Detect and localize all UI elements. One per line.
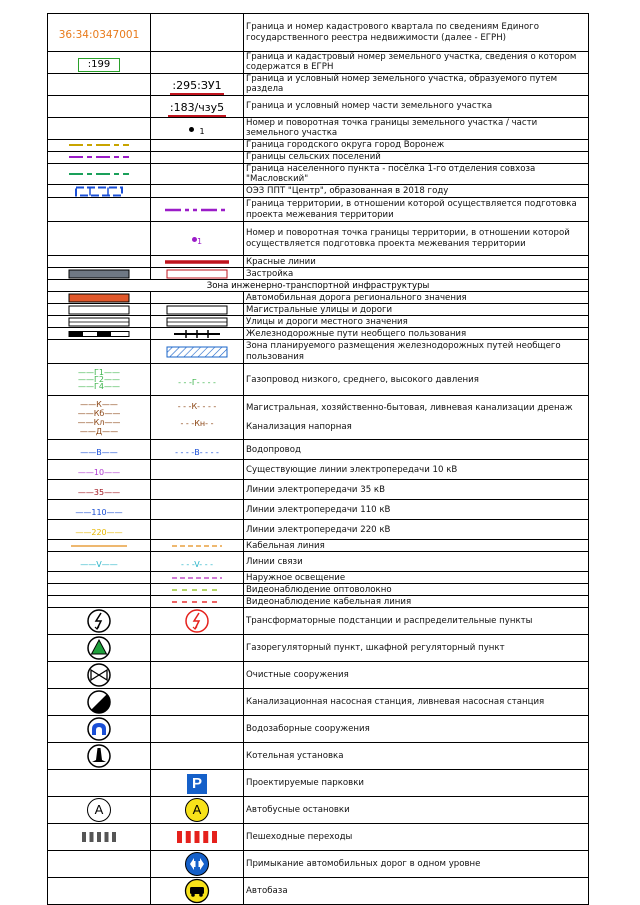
symbol-cell [48,635,151,662]
description: Автобусные остановки [244,797,589,824]
gas-regulator-icon [86,635,112,661]
legend-row [48,280,589,292]
legend-row [48,151,589,163]
legend-row [48,256,589,268]
sewer-pump-icon [86,689,112,715]
description: Автобаза [244,878,589,905]
symbol-cell [48,151,151,163]
symbol-cell [151,117,244,139]
legend-row [48,364,589,396]
symbol-cell [48,572,151,584]
point-number: 1 [196,237,203,247]
symbol-cell [48,540,151,552]
gas-pipe-medium-icon: ——Г2—— [78,375,120,385]
pipe-label: Г1 [94,368,104,378]
description: Водопровод [244,440,589,460]
symbol-cell [48,396,151,440]
description: Линии электропередачи 110 кВ [244,500,589,520]
symbol-cell [48,268,151,280]
symbol-cell [151,14,244,52]
legend-row [48,552,589,572]
pipe-label: В [194,448,200,458]
symbol-cell [151,824,244,851]
symbol-cell [151,500,244,520]
symbol-cell [48,340,151,364]
local-street-planned-icon [166,317,228,327]
transformer-icon [86,608,112,634]
symbol-cell [151,304,244,316]
description: Кабельная линия [244,540,589,552]
symbol-cell [151,716,244,743]
description: Граница населенного пункта - посёлка 1-го отделения совхоза "Масловский" [244,163,589,185]
pipe-label: К [96,399,102,409]
power-line-10-icon: ——10—— [77,468,121,478]
description: Трансформаторные подстанции и распределительные пункты [244,608,589,635]
symbol-cell [151,440,244,460]
symbol-cell [48,14,151,52]
video-cable-icon [172,600,222,604]
symbol-cell [48,770,151,797]
symbol-cell [48,256,151,268]
legend-row [48,163,589,185]
point-number: 1 [199,126,205,136]
description: Газопровод низкого, среднего, высокого давления [244,364,589,396]
description: Граница и условный номер части земельного участка [244,95,589,117]
description: Автомобильная дорога регионального значения [244,292,589,304]
legend-row [48,770,589,797]
symbol-cell [151,520,244,540]
legend-row [48,292,589,304]
railway-icon [68,330,130,338]
legend-row [48,797,589,824]
bus-depot-icon [184,878,210,904]
description: Наружное освещение [244,572,589,584]
description: Очистные сооружения [244,662,589,689]
bus-stop-icon: A [87,798,111,822]
description: Застройка [244,268,589,280]
pipe-label: 110 [91,508,107,518]
pipe-label: Г4 [94,382,104,392]
symbol-cell [151,608,244,635]
symbol-cell [151,73,244,95]
legend-row [48,440,589,460]
symbol-cell [151,316,244,328]
legend-row [48,824,589,851]
legend-row [48,340,589,364]
water-pipe-icon: ——В—— [80,448,118,458]
legend-row [48,689,589,716]
symbol-cell [48,824,151,851]
description: Магистральные улицы и дороги [244,304,589,316]
video-fiber-icon [172,588,222,592]
symbol-cell [151,222,244,256]
symbol-cell [48,95,151,117]
pipe-label: 10 [93,468,105,478]
legend-row [48,52,589,74]
railway-planned-icon [174,329,220,339]
symbol-cell [48,608,151,635]
symbol-cell [48,316,151,328]
symbol-cell [151,851,244,878]
turning-point-icon [189,127,194,132]
main-street-planned-icon [166,305,228,315]
description: Канализационная насосная станция, ливневая насосная станция [244,689,589,716]
symbol-cell [48,552,151,572]
symbol-cell [151,198,244,222]
legend-table [47,13,589,905]
legend-row [48,851,589,878]
description: Границы сельских поселений [244,151,589,163]
legend-row [48,743,589,770]
description: Видеонаблюдение оптоволокно [244,584,589,596]
power-line-220-icon: ——220—— [75,528,123,538]
legend-row [48,540,589,552]
description: ОЭЗ ППТ "Центр", образованная в 2018 году [244,185,589,198]
legend-row [48,584,589,596]
pipe-label: Кн [194,418,206,428]
description: Номер и поворотная точка границы земельного участка / части земельного участка [244,117,589,139]
boiler-icon [86,743,112,769]
symbol-cell [48,52,151,74]
symbol-cell [151,662,244,689]
existing-building-icon [68,269,130,279]
parking-icon: P [187,774,207,794]
symbol-cell [48,364,151,396]
description: Граница и номер кадастрового квартала по сведениям Единого государственного реестра недвижимости (далее - ЕГРН) [244,14,589,52]
legend-row [48,396,589,440]
description: Линии связи [244,552,589,572]
symbol-cell [151,95,244,117]
description: Существующие линии электропередачи 10 кВ [244,460,589,480]
symbol-cell [151,256,244,268]
legend-row [48,95,589,117]
symbol-cell [48,460,151,480]
gas-pipe-planned-icon: - - -Г- - - - [178,378,216,388]
description: Примыкание автомобильных дорог в одном уровне [244,851,589,878]
symbol-cell [151,364,244,396]
description: Граница и условный номер земельного участка, образуемого путем раздела [244,73,589,95]
description: Проектируемые парковки [244,770,589,797]
description: Улицы и дороги местного значения [244,316,589,328]
symbol-cell [48,584,151,596]
symbol-cell [48,520,151,540]
settlement-boundary-line-icon [69,171,129,177]
legend-row [48,316,589,328]
description: Зона планируемого размещения железнодорожных путей необщего пользования [244,340,589,364]
legend-row [48,572,589,584]
legend-row [48,198,589,222]
symbol-cell [48,222,151,256]
legend-row [48,268,589,280]
pipe-label: Г [191,378,197,388]
bus-stop-planned-icon: A [185,798,209,822]
symbol-cell [48,185,151,198]
symbol-cell [151,540,244,552]
comm-line-planned-icon: - - -V- - - [180,560,214,570]
legend-row [48,117,589,139]
comm-line-icon: ——V—— [80,560,118,570]
symbol-cell [48,878,151,905]
description: Пешеходные переходы [244,824,589,851]
description-sewer: Магистральная, хозяйственно-бытовая, ливневая канализации дренаж [246,403,573,414]
water-pipe-planned-icon: - - - -В- - - - [175,448,219,458]
cadastral-quarter-label: 36:34:0347001 [58,29,140,41]
legend-row [48,328,589,340]
symbol-cell [151,396,244,440]
pipe-label: К [191,401,198,411]
section-heading: Зона инженерно-транспортной инфраструктуры [48,280,589,292]
symbol-cell [48,480,151,500]
rural-boundary-line-icon [69,154,129,160]
symbol-cell [151,480,244,500]
symbol-cell [151,743,244,770]
symbol-cell [48,198,151,222]
description: Линии электропередачи 35 кВ [244,480,589,500]
planned-building-icon [166,269,228,279]
description: Граница городского округа город Воронеж [244,139,589,151]
symbol-cell [151,572,244,584]
pedestrian-crossing-icon [82,832,116,842]
description: Красные линии [244,256,589,268]
cable-line-planned-icon [172,544,222,548]
description: Газорегуляторный пункт, шкафной регуляторный пункт [244,635,589,662]
symbol-cell [151,689,244,716]
gas-pipe-high-icon: ——Г4—— [78,382,120,392]
description: Водозаборные сооружения [244,716,589,743]
road-junction-icon [184,851,210,877]
symbol-cell [48,163,151,185]
symbol-cell [151,163,244,185]
plot-part-label: :183/чзу5 [168,101,226,117]
pipe-label: Кб [93,408,105,418]
oez-boundary-icon [74,186,124,197]
sewer-storm-icon: ——Кл—— [77,417,121,427]
drainage-icon: ——Д—— [79,426,119,436]
description: Железнодорожные пути необщего пользования [244,328,589,340]
regional-road-icon [68,293,130,303]
symbol-cell [151,770,244,797]
gas-pipe-low-icon: ——Г1—— [78,368,120,378]
legend-row [48,304,589,316]
pipe-label: 35 [93,488,105,498]
symbol-cell [151,878,244,905]
sewer-planned-icon: - - -К- - - - [177,401,217,411]
water-intake-icon [86,716,112,742]
legend-row [48,222,589,256]
description-pressure-sewer: Канализация напорная [246,421,352,432]
treatment-plant-icon [86,662,112,688]
pipe-label: В [96,448,102,458]
street-lighting-icon [172,576,222,580]
legend-row [48,716,589,743]
pipe-label: V [194,560,200,570]
description [244,396,589,440]
transformer-planned-icon [184,608,210,634]
city-boundary-line-icon [69,142,129,148]
legend-row [48,500,589,520]
legend-row [48,520,589,540]
legend-row [48,878,589,905]
symbol-cell [151,52,244,74]
symbol-cell [151,584,244,596]
symbol-cell [151,460,244,480]
sewer-main-icon: ——К—— [80,399,118,409]
legend-row [48,480,589,500]
symbol-cell [48,689,151,716]
railway-zone-icon [166,346,228,358]
legend-row [48,662,589,689]
symbol-cell [48,743,151,770]
symbol-cell [48,117,151,139]
symbol-cell [48,851,151,878]
legend-row [48,14,589,52]
symbol-cell [151,797,244,824]
symbol-cell [48,304,151,316]
pipe-label: Кл [93,417,105,427]
symbol-cell [48,797,151,824]
sewer-pressure-icon: - - -Кн- - [180,418,214,428]
sewer-domestic-icon: ——Кб—— [77,408,121,418]
legend-row [48,185,589,198]
symbol-cell [48,328,151,340]
symbol-cell [48,662,151,689]
red-line-icon [165,259,229,265]
legend-row [48,608,589,635]
pipe-label: Д [95,426,103,436]
legend-row [48,596,589,608]
symbol-cell [48,500,151,520]
symbol-cell [151,340,244,364]
pipe-label: V [96,560,102,570]
description: Номер и поворотная точка границы территории, в отношении которой осуществляется подготовка проекта межевания территории [244,222,589,256]
description: Граница и кадастровый номер земельного участка, сведения о котором содержатся в ЕГРН [244,52,589,74]
local-street-icon [68,317,130,327]
new-plot-label: :295:ЗУ1 [170,79,223,95]
description: Граница территории, в отношении которой осуществляется подготовка проекта межевания территории [244,198,589,222]
legend-row [48,139,589,151]
symbol-cell [48,139,151,151]
symbol-cell [48,292,151,304]
symbol-cell [151,268,244,280]
symbol-cell [151,635,244,662]
legend-row [48,635,589,662]
power-line-35-icon: ——35—— [77,488,121,498]
symbol-cell [151,596,244,608]
symbol-cell [151,185,244,198]
symbol-cell [151,151,244,163]
legend-row [48,73,589,95]
symbol-cell [48,596,151,608]
pipe-label: 220 [91,528,107,538]
symbol-cell [151,328,244,340]
description: Видеонаблюдение кабельная линия [244,596,589,608]
symbol-cell [151,292,244,304]
survey-boundary-line-icon [165,207,229,213]
cable-line-icon [71,544,127,548]
description: Линии электропередачи 220 кВ [244,520,589,540]
symbol-cell [48,716,151,743]
symbol-cell [151,552,244,572]
power-line-110-icon: ——110—— [75,508,123,518]
description: Котельная установка [244,743,589,770]
pedestrian-crossing-planned-icon [177,831,217,843]
symbol-cell [151,139,244,151]
symbol-cell [48,440,151,460]
symbol-cell [48,73,151,95]
pipe-label: Г2 [94,375,104,385]
plot-number-box: :199 [78,58,120,72]
main-street-icon [68,305,130,315]
legend-row [48,460,589,480]
